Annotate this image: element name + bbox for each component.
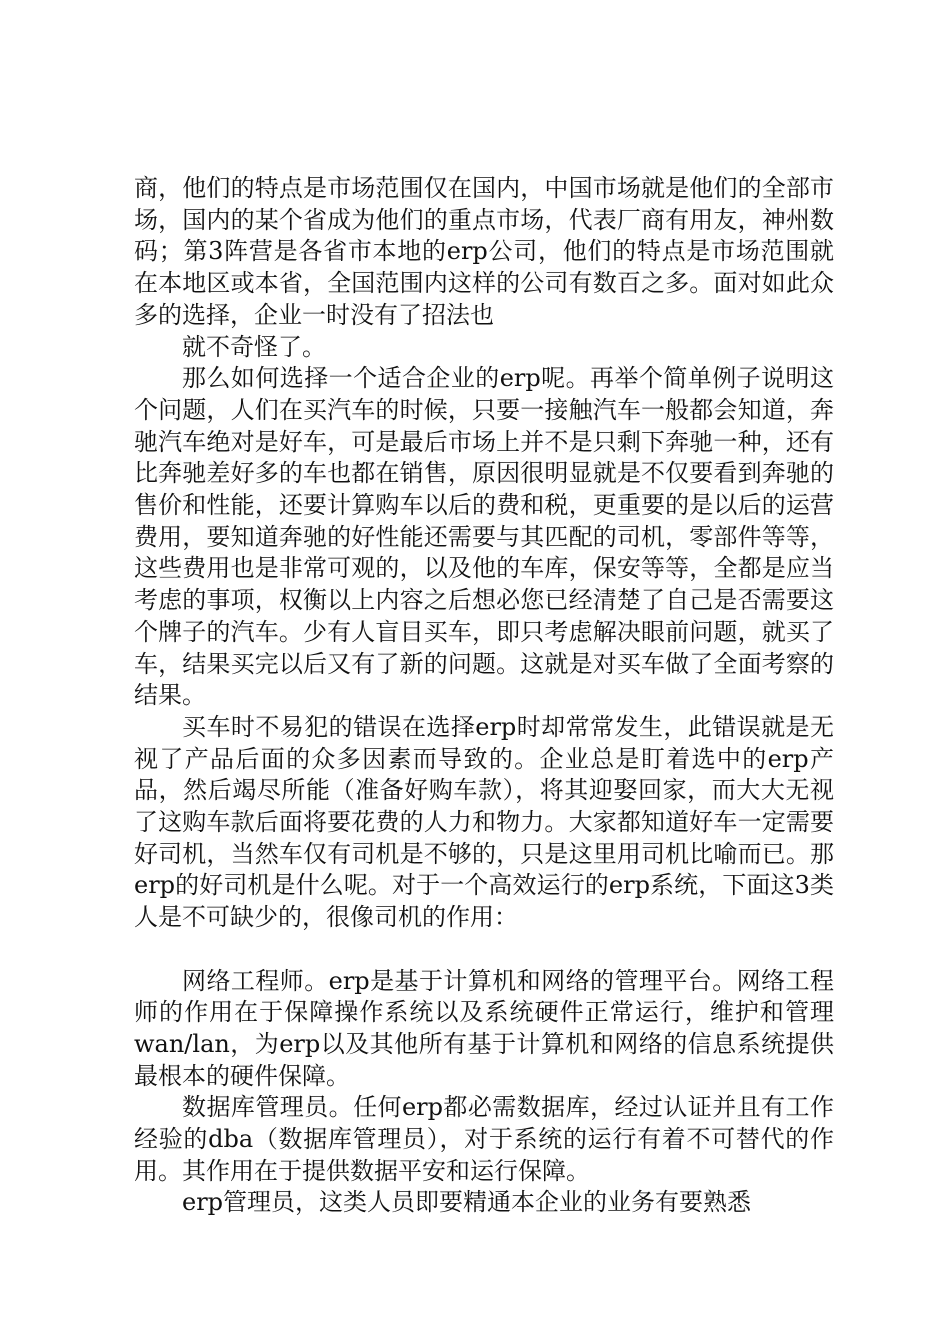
document-body [134, 173, 834, 1219]
paragraph-market-tiers: 商，他们的特点是市场范围仅在国内，中国市场就是他们的全部市场，国内的某个省成为他们的重点市场，代表厂商有用友，神州数码；第3阵营是各省市本地的erp公司，他们的特点是市场范围就在本地区或本省，全国范围内这样的公司有数百之多。面对如此众多的选择，企业一时没有了招法也 [134, 174, 834, 329]
paragraph-erp-mistake: 买车时不易犯的错误在选择erp时却常常发生，此错误就是无视了产品后面的众多因素而导致的。企业总是盯着选中的erp产品，然后竭尽所能（准备好购车款），将其迎娶回家，而大大无视了这购车款后面将要花费的人力和物力。大家都知道好车一定需要好司机，当然车仅有司机是不够的，只是这里用司机比喻而已。那erp的好司机是什么呢。对于一个高效运行的erp系统，下面这3类人是不可缺少的，很像司机的作用： [134, 712, 834, 932]
paragraph-spacer [134, 934, 834, 966]
paragraph-erp-admin: erp管理员，这类人员即要精通本企业的业务有要熟悉 [182, 1188, 752, 1217]
paragraph-network-engineer: 网络工程师。erp是基于计算机和网络的管理平台。网络工程师的作用在于保障操作系统以及系统硬件正常运行，维护和管理wan/lan，为erp以及其他所有基于计算机和网络的信息系统提供最根本的硬件保障。 [134, 966, 834, 1090]
paragraph-dba: 数据库管理员。任何erp都必需数据库，经过认证并且有工作经验的dba（数据库管理员），对于系统的运行有着不可替代的作用。其作用在于提供数据平安和运行保障。 [134, 1093, 834, 1185]
paragraph-car-example: 那么如何选择一个适合企业的erp呢。再举个简单例子说明这个问题，人们在买汽车的时候，只要一接触汽车一般都会知道，奔驰汽车绝对是好车，可是最后市场上并不是只剩下奔驰一种，还有比奔驰差好多的车也都在销售，原因很明显就是不仅要看到奔驰的售价和性能，还要计算购车以后的费和税，更重要的是以后的运营费用，要知道奔驰的好性能还需要与其匹配的司机，零部件等等，这些费用也是非常可观的，以及他的车库，保安等等，全都是应当考虑的事项，权衡以上内容之后想必您已经清楚了自己是否需要这个牌子的汽车。少有人盲目买车，即只考虑解决眼前问题，就买了车，结果买完以后又有了新的问题。这就是对买车做了全面考察的结果。 [134, 364, 834, 710]
paragraph-no-surprise: 就不奇怪了。 [182, 332, 326, 361]
